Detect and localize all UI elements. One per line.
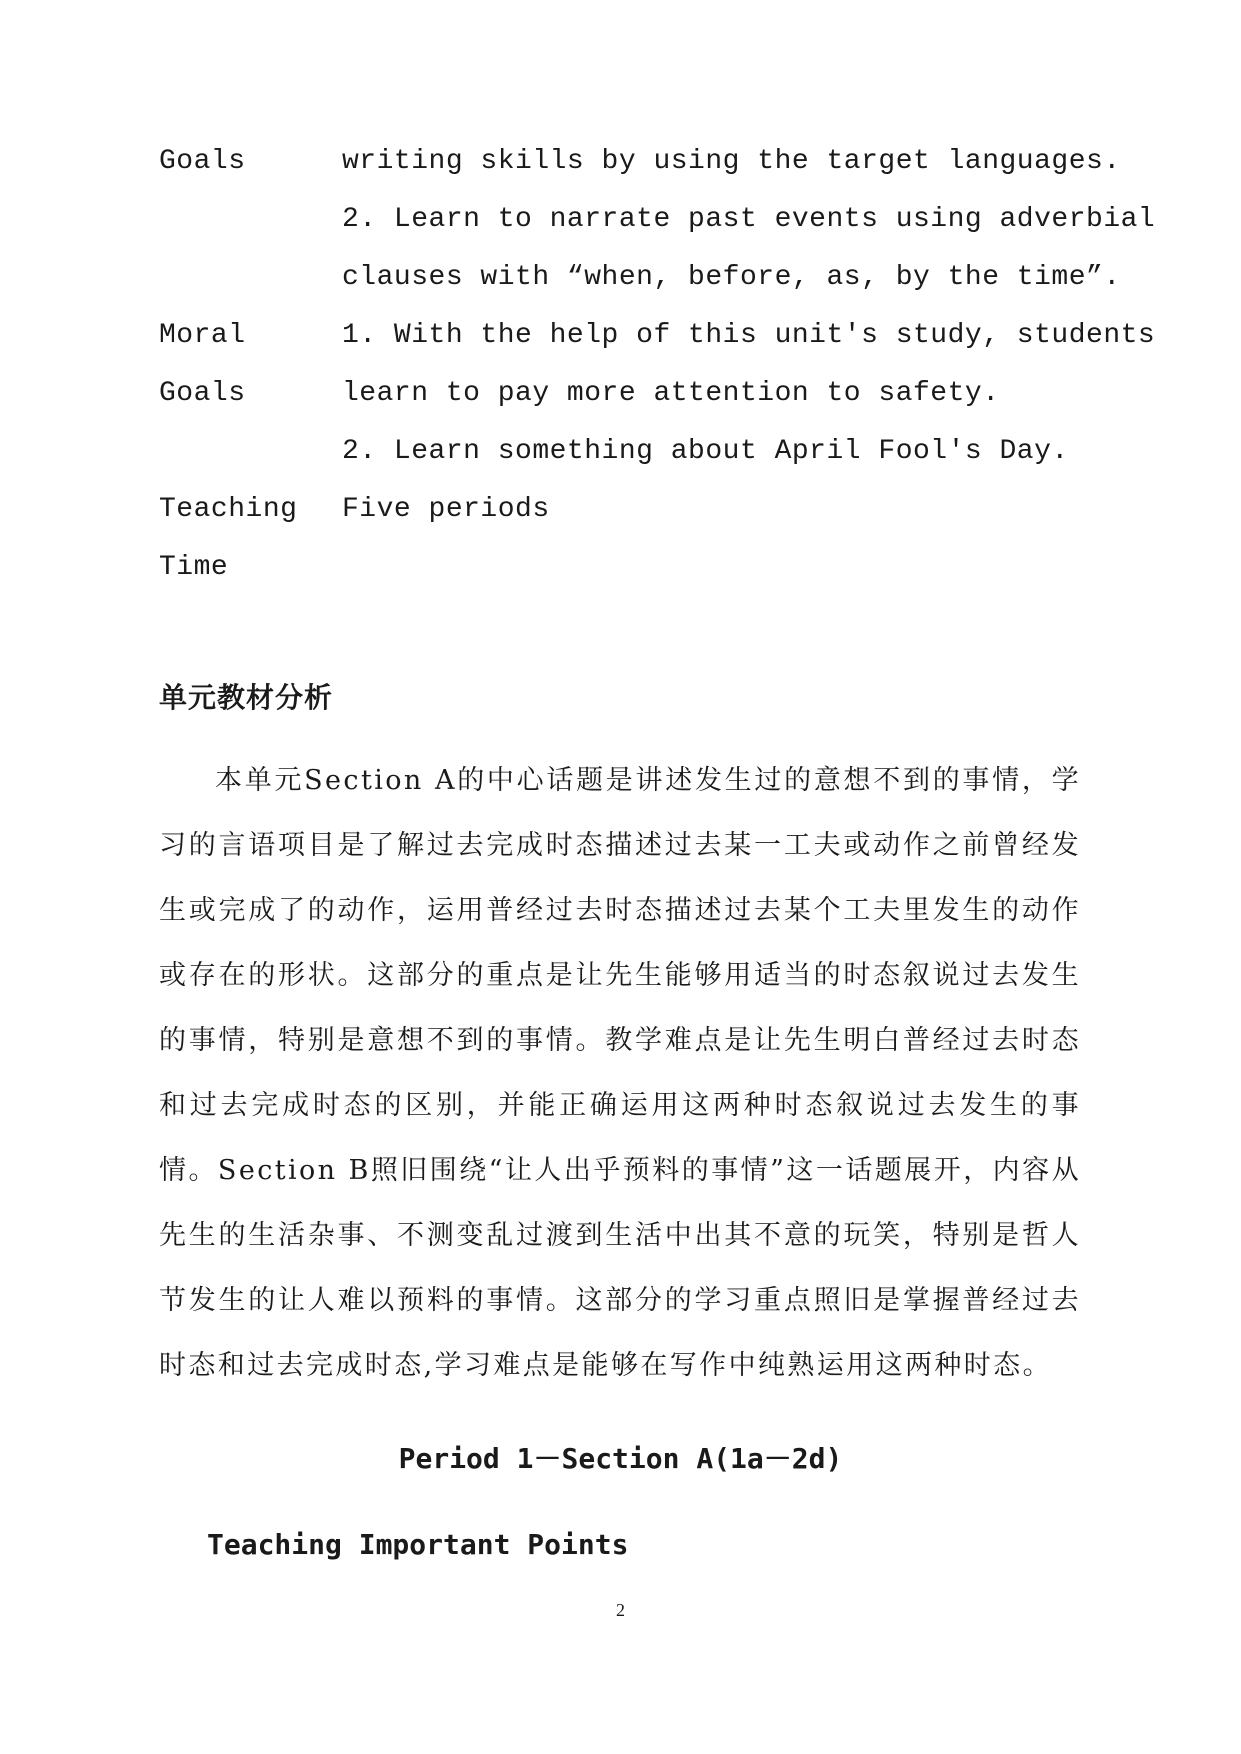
teaching-points-heading: Teaching Important Points xyxy=(207,1528,629,1561)
row-label: Teaching xyxy=(159,494,298,525)
row-text: learn to pay more attention to safety. xyxy=(342,378,1000,409)
page-number: 2 xyxy=(616,1600,625,1620)
row-text: Five periods xyxy=(342,494,550,525)
row-label: Goals xyxy=(159,146,246,177)
row-label: Moral xyxy=(159,320,246,351)
row-text: 2. Learn something about April Fool's Day. xyxy=(342,436,1069,467)
section-heading: 单元教材分析 xyxy=(159,681,334,714)
row-text: clauses with “when, before, as, by the time”. xyxy=(342,262,1121,293)
row-text: 2. Learn to narrate past events using adverbial xyxy=(342,204,1156,235)
row-text: writing skills by using the target languages. xyxy=(342,146,1121,177)
row-label: Time xyxy=(159,552,229,583)
row-label: Goals xyxy=(159,378,246,409)
analysis-paragraph: 本单元Section A的中心话题是讲述发生过的意想不到的事情，学习的言语项目是了解过去完成时态描述过去某一工夫或动作之前曾经发生或完成了的动作，运用普经过去时态描述过去某个工夫里发生的动作或存在的形状。这部分的重点是让先生能够用适当的时态叙说过去发生的事情，特别是意想不到的事情。教学难点是让先生明白普经过去时态和过去完成时态的区别，并能正确运用这两种时态叙说过去发生的事情。Section B照旧围绕“让人出乎预料的事情”这一话题展开，内容从先生的生活杂事、不测变乱过渡到生活中出其不意的玩笑，特别是哲人节发生的让人难以预料的事情。这部分的学习重点照旧是掌握普经过去时态和过去完成时态,学习难点是能够在写作中纯熟运用这两种时态。 xyxy=(159,765,1081,1381)
period-title: Period 1－Section A(1a－2d) xyxy=(398,1442,843,1475)
row-text: 1. With the help of this unit's study, students xyxy=(342,320,1156,351)
